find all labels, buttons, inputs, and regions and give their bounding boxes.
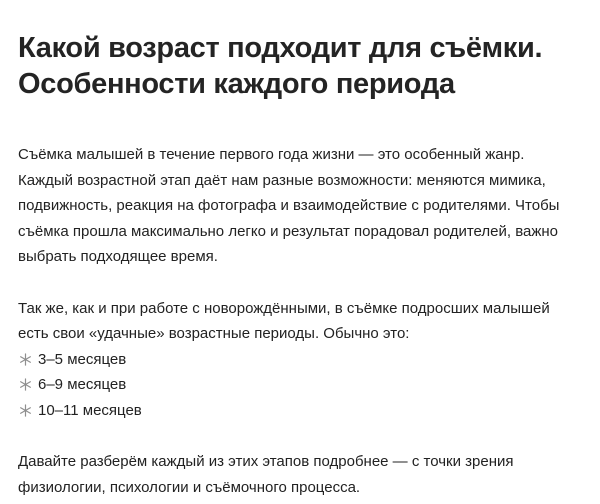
list-item-label: 10–11 месяцев: [38, 401, 142, 419]
list-item: [18, 347, 580, 373]
snowflake-icon: [18, 378, 32, 392]
list-item: [18, 372, 580, 398]
article-title: Какой возраст подходит для съёмки. Особенности каждого периода: [18, 32, 543, 100]
snowflake-icon: [18, 403, 32, 417]
list-item-label: 6–9 месяцев: [38, 376, 127, 394]
conclusion-paragraph: Давайте разберём каждый из этих этапов подробнее — с точки зрения физиологии, психологии и съёмочного процесса.: [18, 453, 514, 496]
list-item-label: 3–5 месяцев: [38, 350, 127, 368]
snowflake-icon: [18, 352, 32, 366]
periods-intro-paragraph: Так же, как и при работе с новорождёнными, в съёмке подросших малышей есть свои «удачные» возрастные периоды. Обычно это:: [18, 299, 550, 342]
intro-paragraph: Съёмка малышей в течение первого года жизни — это особенный жанр. Каждый возрастной этап даёт нам разные возможности: меняются мимика, подвижность, реакция на фотографа и взаимодействие с родителями. Чтобы съёмка прошла максимально легко и результат порадовал родителей, важно выбрать подходящее время.: [18, 146, 560, 265]
list-item: [18, 398, 580, 424]
age-periods-list: [18, 347, 580, 424]
